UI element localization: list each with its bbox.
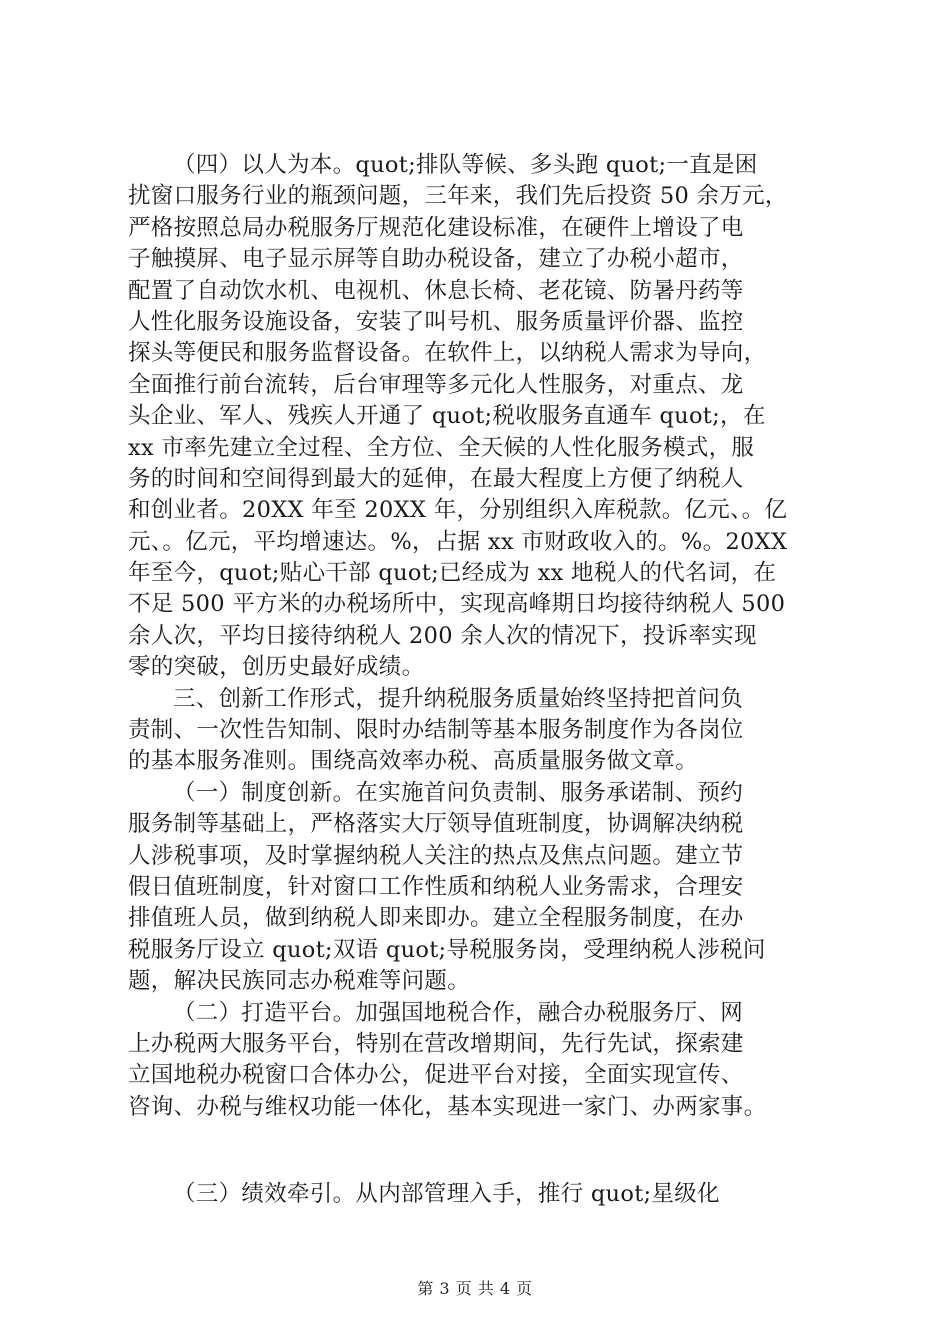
paragraph-line: 不足 500 平方米的办税场所中，实现高峰期日均接待纳税人 500 — [128, 591, 786, 618]
paragraph-line: 税服务厅设立 quot;双语 quot;导税服务岗，受理纳税人涉税问 — [128, 936, 766, 963]
section-heading-line: 三、创新工作形式，提升纳税服务质量始终坚持把首问负 — [173, 685, 744, 712]
paragraph-line: 务的时间和空间得到最大的延伸，在最大程度上方便了纳税人 — [128, 465, 744, 492]
paragraph-line: 全面推行前台流转，后台审理等多元化人性服务，对重点、龙 — [128, 371, 744, 398]
paragraph-line: （一）制度创新。在实施首问负责制、服务承诺制、预约 — [173, 779, 744, 806]
paragraph-line: 上办税两大服务平台，特别在营改增期间，先行先试，探索建 — [128, 1030, 744, 1057]
paragraph-line: 配置了自动饮水机、电视机、休息长椅、老花镜、防暑丹药等 — [128, 277, 744, 304]
paragraph-line: 的基本服务准则。围绕高效率办税、高质量服务做文章。 — [128, 748, 699, 775]
paragraph-line: 立国地税办税窗口合体办公，促进平台对接，全面实现宣传、 — [128, 1062, 744, 1089]
paragraph-line: 咨询、办税与维权功能一体化，基本实现进一家门、办两家事。 — [128, 1093, 767, 1120]
paragraph-line: 头企业、军人、残疾人开通了 quot;税收服务直通车 quot;，在 — [128, 403, 766, 430]
paragraph-line: 元、。亿元，平均增速达。%，占据 xx 市财政收入的。%。20XX — [128, 528, 788, 555]
paragraph-line: 假日值班制度，针对窗口工作性质和纳税人业务需求，合理安 — [128, 873, 744, 900]
paragraph-line: 余人次，平均日接待纳税人 200 余人次的情况下，投诉率实现 — [128, 622, 757, 649]
paragraph-line: 服务制等基础上，严格落实大厅领导值班制度，协调解决纳税 — [128, 811, 744, 838]
paragraph-line: （三）绩效牵引。从内部管理入手，推行 quot;星级化 — [173, 1181, 720, 1208]
paragraph-line: 责制、一次性告知制、限时办结制等基本服务制度作为各岗位 — [128, 717, 744, 744]
page-number-label: 第 3 页 共 4 页 — [417, 1279, 533, 1298]
paragraph-line: （四）以人为本。quot;排队等候、多头跑 quot;一直是困 — [173, 152, 758, 178]
paragraph-line: 题，解决民族同志办税难等问题。 — [128, 968, 471, 995]
paragraph-line: （二）打造平台。加强国地税合作，融合办税服务厅、网 — [173, 999, 744, 1026]
paragraph-line: 和创业者。20XX 年至 20XX 年，分别组织入库税款。亿元、。亿 — [128, 497, 788, 524]
paragraph-line: 年至今，quot;贴心干部 quot;已经成为 xx 地税人的代名词，在 — [128, 560, 777, 587]
paragraph-line: 严格按照总局办税服务厅规范化建设标准，在硬件上增设了电 — [128, 214, 744, 241]
paragraph-line: xx 市率先建立全过程、全方位、全天候的人性化服务模式，服 — [128, 434, 755, 461]
paragraph-line: 排值班人员，做到纳税人即来即办。建立全程服务制度，在办 — [128, 905, 744, 932]
paragraph-line: 探头等便民和服务监督设备。在软件上，以纳税人需求为导向， — [128, 340, 767, 367]
paragraph-spacer — [128, 1123, 828, 1179]
paragraph-line: 人涉税事项，及时掌握纳税人关注的热点及焦点问题。建立节 — [128, 842, 744, 869]
page-footer — [0, 1276, 950, 1299]
document-body — [128, 150, 828, 1211]
paragraph-line: 扰窗口服务行业的瓶颈问题，三年来，我们先后投资 50 余万元， — [128, 183, 788, 210]
paragraph-line: 零的突破，创历史最好成绩。 — [128, 654, 425, 681]
paragraph-line: 子触摸屏、电子显示屏等自助办税设备，建立了办税小超市， — [128, 246, 744, 273]
paragraph-line: 人性化服务设施设备，安装了叫号机、服务质量评价器、监控 — [128, 308, 744, 335]
